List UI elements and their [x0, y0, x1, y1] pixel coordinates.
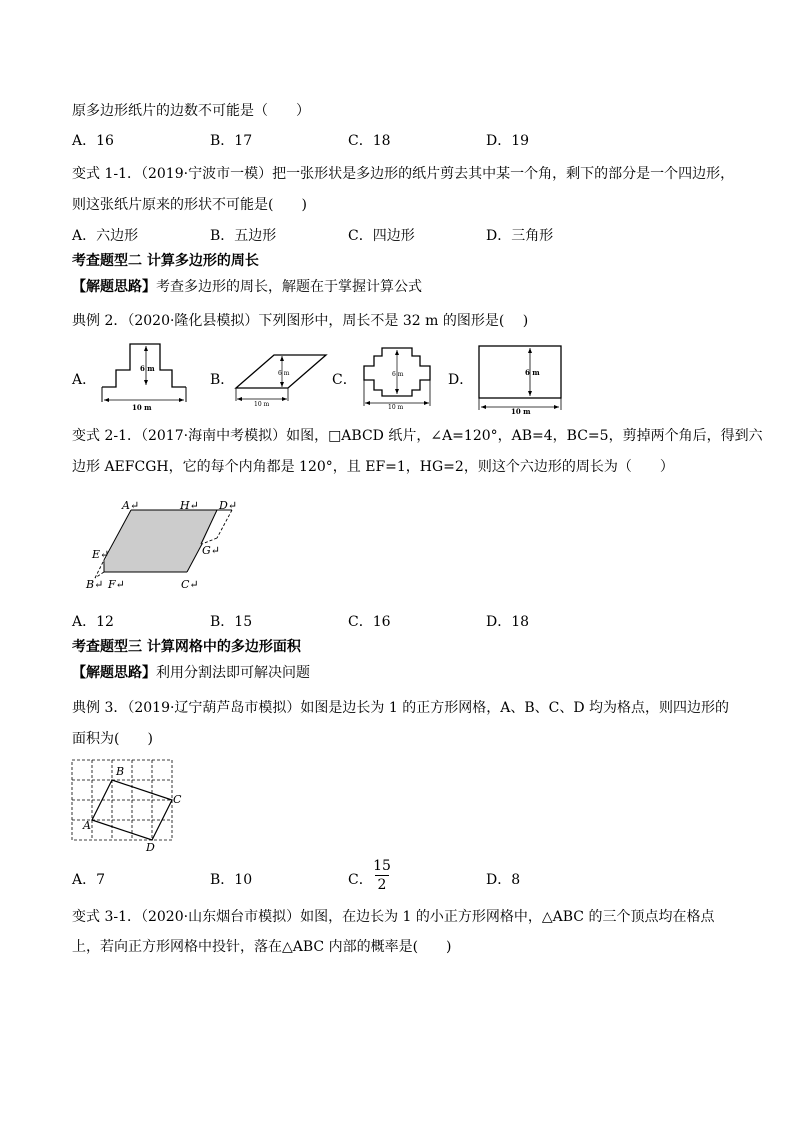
example-3-line2: 面积为( ): [72, 731, 153, 747]
width-label: 10 m: [132, 403, 152, 412]
fraction-bar: [375, 875, 389, 876]
vertex-label-d: D↵: [219, 499, 238, 512]
tip-text: 考查多边形的周长，解题在于掌握计算公式: [156, 279, 422, 295]
vertex-label-a: A: [83, 819, 91, 832]
height-label: 6 m: [525, 368, 540, 377]
grid-figure: [72, 758, 192, 854]
vertex-label-c: C↵: [181, 578, 199, 591]
figure-label-c: C．: [332, 372, 357, 388]
variant-3-1-line1: 变式 3-1．（2020·山东烟台市模拟）如图，在边长为 1 的小正方形网格中，△ABC 的三个顶点均在格点: [72, 909, 715, 925]
section-title: 考查题型三 计算网格中的多边形面积: [72, 639, 301, 655]
variant-1-1-line1: 变式 1-1．（2019·宁波市一模）把一张形状是多边形的纸片剪去其中某一个角，剩下的部分是一个四边形，: [72, 166, 735, 182]
option-a[interactable]: A．12: [72, 614, 114, 630]
section-title: 考查题型二 计算多边形的周长: [72, 253, 259, 269]
tip-text: 利用分割法即可解决问题: [156, 665, 310, 681]
vertex-label-c: C: [173, 793, 182, 806]
vertex-label-b: B: [116, 765, 125, 778]
option-a[interactable]: A．六边形: [72, 228, 139, 244]
example-2-stem: 典例 2．（2020·隆化县模拟）下列图形中，周长不是 32 m 的图形是( ): [72, 313, 529, 329]
vertex-label-e: E↵: [92, 548, 110, 561]
hexagon-figure: [84, 498, 244, 598]
width-label: 10 m: [388, 404, 404, 411]
solution-tip: [72, 277, 422, 297]
variant-3-1-line2: 上，若向正方形网格中投针，落在△ABC 内部的概率是( ): [72, 939, 452, 955]
vertex-label-f: F↵: [108, 578, 125, 591]
option-c[interactable]: [348, 870, 373, 890]
figure-label-a: A．: [72, 372, 97, 388]
option-c[interactable]: C．18: [348, 133, 391, 149]
option-d[interactable]: D．8: [486, 872, 521, 888]
figure-d-rectangle: [477, 344, 565, 414]
height-label: 6 m: [140, 364, 155, 373]
height-label: 6 m: [392, 371, 404, 378]
fraction-denominator: 2: [377, 877, 387, 893]
vertex-label-g: G↵: [202, 544, 221, 557]
variant-2-1-line2: 边形 AEFCGH，它的每个内角都是 120°，且 EF=1，HG=2，则这个六边形的周长为（ ）: [72, 459, 674, 475]
vertex-label-h: H↵: [180, 499, 199, 512]
option-b[interactable]: B．15: [210, 614, 253, 630]
question-stem: 原多边形纸片的边数不可能是（ ）: [72, 103, 310, 119]
variant-1-1-line2: 则这张纸片原来的形状不可能是( ): [72, 197, 307, 213]
option-c[interactable]: C．四边形: [348, 228, 415, 244]
figure-c-stepped: [360, 346, 436, 410]
option-b[interactable]: B．17: [210, 133, 253, 149]
figure-label-b: B．: [210, 372, 235, 388]
vertex-label-d: D: [146, 841, 155, 854]
option-c[interactable]: C．16: [348, 614, 391, 630]
tip-label: 【解题思路】: [72, 279, 156, 295]
vertex-label-a: A↵: [122, 499, 140, 512]
option-b[interactable]: B．五边形: [210, 228, 277, 244]
fraction-fifteen-halves: [372, 858, 392, 893]
option-a[interactable]: A．16: [72, 133, 114, 149]
vertex-label-b: B↵: [86, 578, 104, 591]
figure-a-stepped: [100, 342, 190, 414]
height-label: 6 m: [278, 370, 290, 377]
figure-b-parallelogram: [232, 353, 332, 407]
example-3-line1: 典例 3．（2019·辽宁葫芦岛市模拟）如图是边长为 1 的正方形网格，A、B、C、D 均为格点，则四边形的: [72, 700, 730, 716]
solution-tip: [72, 663, 310, 683]
width-label: 10 m: [511, 407, 531, 416]
figure-label-d: D．: [448, 372, 474, 388]
option-b[interactable]: B．10: [210, 872, 253, 888]
option-d[interactable]: D．19: [486, 133, 530, 149]
option-c-letter: C．: [348, 872, 373, 888]
width-label: 10 m: [254, 401, 270, 408]
variant-2-1-line1: 变式 2-1．（2017·海南中考模拟）如图，□ABCD 纸片，∠A=120°，AB=4，BC=5，剪掉两个角后，得到六: [72, 428, 763, 444]
tip-label: 【解题思路】: [72, 665, 156, 681]
fraction-numerator: 15: [373, 858, 391, 874]
option-a[interactable]: A．7: [72, 872, 106, 888]
option-d[interactable]: D．三角形: [486, 228, 554, 244]
option-d[interactable]: D．18: [486, 614, 530, 630]
